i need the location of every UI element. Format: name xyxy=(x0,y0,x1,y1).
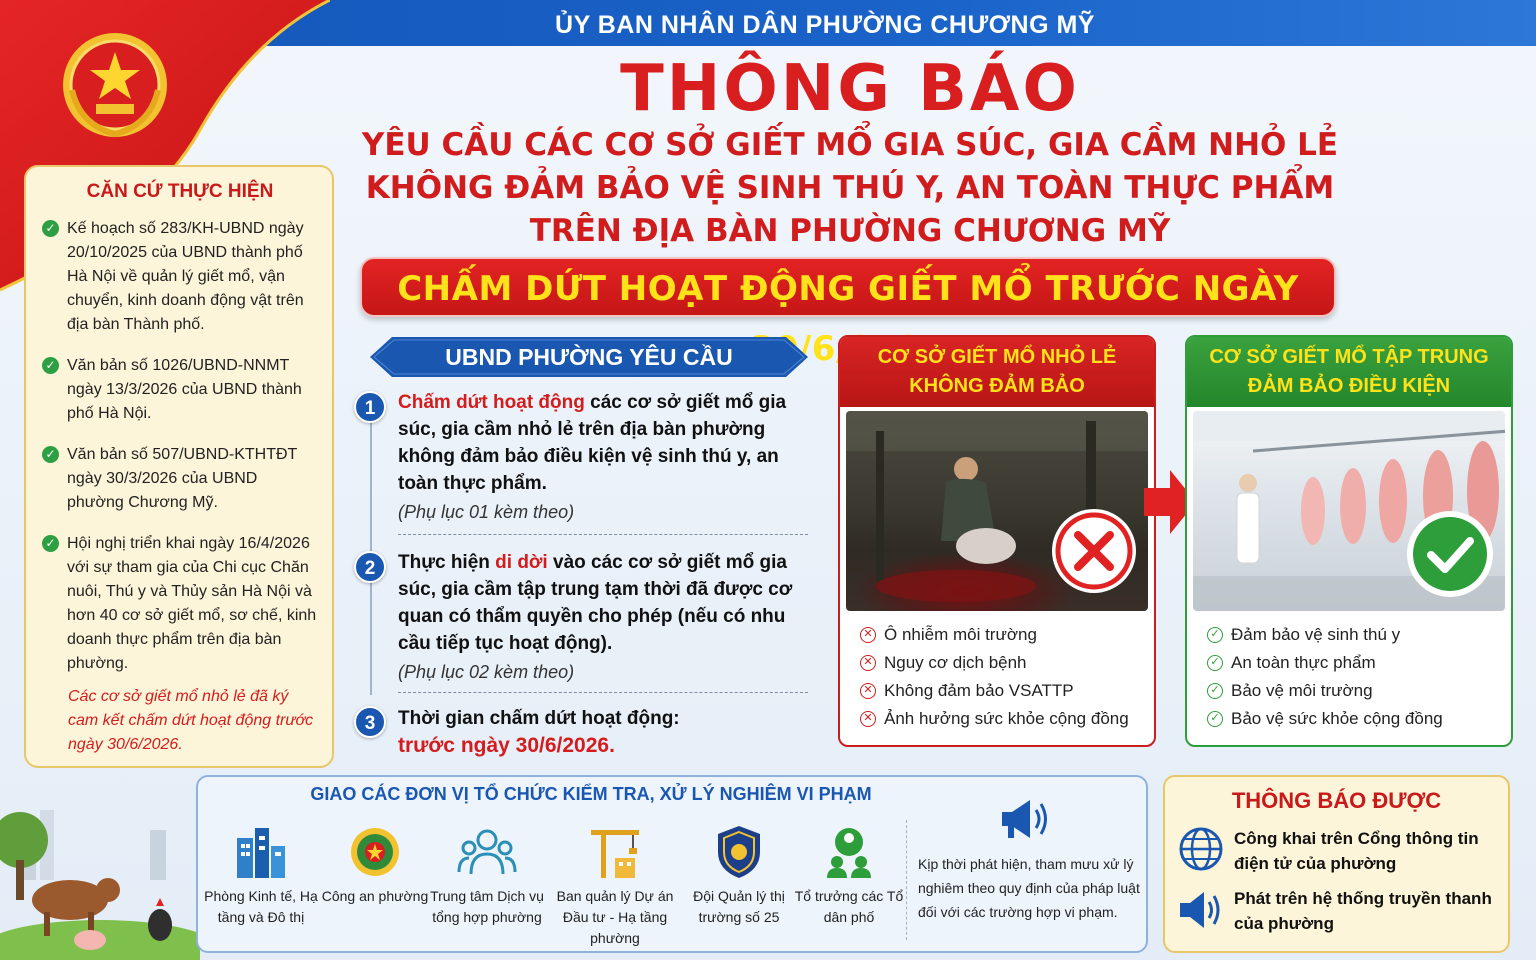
subtitle xyxy=(340,124,1360,253)
basis-item xyxy=(42,354,318,426)
globe-icon xyxy=(1178,826,1224,872)
step-3-highlight: trước ngày 30/6/2026. xyxy=(398,734,615,757)
x-circle-icon: ✕ xyxy=(860,627,876,643)
check-circle-icon: ✓ xyxy=(1207,627,1223,643)
step-1-text xyxy=(398,389,808,497)
step-2-text xyxy=(398,549,808,657)
market-shield-icon xyxy=(714,824,764,880)
subtitle-line-3: TRÊN ĐỊA BÀN PHƯỜNG CHƯƠNG MỸ xyxy=(529,213,1171,249)
basis-panel xyxy=(24,165,334,768)
publish-portal-text: Công khai trên Cổng thông tin điện tử của phường xyxy=(1234,829,1479,873)
check-icon: ✓ xyxy=(42,535,59,552)
unit-label: Ban quản lý Dự án Đầu tư - Hạ tầng phường xyxy=(556,888,674,946)
unit-residential-leaders xyxy=(790,824,908,928)
card-header xyxy=(840,337,1154,407)
cross-mark-icon xyxy=(1050,507,1138,595)
basis-note: Các cơ sở giết mổ nhỏ lẻ đã ký cam kết chấm dứt hoạt động trước ngày 30/6/2026. xyxy=(68,688,314,753)
step-2-highlight: di dời xyxy=(495,552,548,573)
basis-item-text: Văn bản số 507/UBND-KTHTĐT ngày 30/3/2026 của UBND phường Chương Mỹ. xyxy=(67,446,298,511)
deadline-banner: CHẤM DỨT HOẠT ĐỘNG GIẾT MỔ TRƯỚC NGÀY xyxy=(360,257,1336,317)
list-item-text: Đảm bảo vệ sinh thú y xyxy=(1231,625,1401,644)
list-item xyxy=(1207,653,1511,673)
list-item-text: Nguy cơ dịch bệnh xyxy=(884,653,1027,672)
requirements-title: UBND PHƯỜNG YÊU CẦU xyxy=(445,344,733,370)
check-icon: ✓ xyxy=(42,220,59,237)
step-1-note: (Phụ lục 01 kèm theo) xyxy=(398,502,575,522)
check-circle-icon: ✓ xyxy=(1207,711,1223,727)
step-number-2: 2 xyxy=(354,551,386,583)
basis-item-text: Kế hoạch số 283/KH-UBND ngày 20/10/2025 của UBND thành phố Hà Nội về quản lý giết mổ, vận chuyển, kinh doanh động vật trên địa bàn Thành phố. xyxy=(67,220,304,333)
small-slaughterhouse-card xyxy=(838,335,1156,747)
list-item-text: Ảnh hưởng sức khỏe cộng đồng xyxy=(884,709,1129,728)
step-3-text xyxy=(398,705,808,759)
unit-label: Đội Quản lý thị trường số 25 xyxy=(693,888,785,925)
police-emblem-icon xyxy=(347,824,403,880)
check-circle-icon: ✓ xyxy=(1207,655,1223,671)
step-number-3: 3 xyxy=(354,706,386,738)
agency-name: ỦY BAN NHÂN DÂN PHƯỜNG CHƯƠNG MỸ xyxy=(555,11,1095,39)
step-2-body: vào các cơ sở giết mổ gia súc, gia cầm tập trung tạm thời đã được cơ quan có thẩm quyền cho phép (nếu có nhu cầu tiếp tục hoạt động). xyxy=(398,552,793,654)
unit-economy-infrastructure xyxy=(202,824,320,928)
unit-label: Trung tâm Dịch vụ tổng hợp phường xyxy=(430,888,544,925)
buildings-icon xyxy=(231,824,291,880)
list-item xyxy=(860,709,1154,729)
basis-item xyxy=(42,443,318,515)
card-title-line: CƠ SỞ GIẾT MỔ TẬP TRUNG xyxy=(1209,346,1489,368)
risk-list xyxy=(840,611,1154,729)
card-title-line: ĐẢM BẢO ĐIỀU KIỆN xyxy=(1247,375,1451,397)
assign-title: GIAO CÁC ĐƠN VỊ TỔ CHỨC KIỂM TRA, XỬ LÝ NGHIÊM VI PHẠM xyxy=(310,784,872,804)
community-icon xyxy=(819,824,879,880)
farm-animals-illustration xyxy=(0,800,200,960)
publish-broadcast-text: Phát trên hệ thống truyền thanh của phường xyxy=(1234,889,1492,933)
benefit-list xyxy=(1187,611,1511,729)
x-circle-icon: ✕ xyxy=(860,655,876,671)
check-icon: ✓ xyxy=(42,446,59,463)
list-item xyxy=(860,681,1154,701)
step-1-body: các cơ sở giết mổ gia súc, gia cầm nhỏ lẻ trên địa bàn phường không đảm bảo điều kiện vệ sinh thú y, an toàn thực phẩm. xyxy=(398,392,787,494)
main-title: THÔNG BÁO xyxy=(620,52,1080,126)
unit-service-center xyxy=(428,824,546,928)
publish-title: THÔNG BÁO ĐƯỢC xyxy=(1231,788,1442,813)
unit-project-management xyxy=(556,824,674,949)
x-circle-icon: ✕ xyxy=(860,683,876,699)
unsanitary-slaughter-photo xyxy=(846,411,1148,611)
basis-title: CĂN CỨ THỰC HIỆN xyxy=(86,181,274,202)
megaphone-icon xyxy=(998,796,1050,842)
people-group-icon xyxy=(457,824,517,880)
check-icon: ✓ xyxy=(42,357,59,374)
list-item xyxy=(860,653,1154,673)
basis-item-text: Văn bản số 1026/UBND-NNMT ngày 13/3/2026 của UBND thành phố Hà Nội. xyxy=(67,357,302,422)
unit-police xyxy=(316,824,434,907)
divider xyxy=(398,534,808,535)
card-title-line: KHÔNG ĐẢM BẢO xyxy=(909,375,1085,397)
basis-item xyxy=(42,217,318,337)
step-3-body: Thời gian chấm dứt hoạt động: xyxy=(398,708,680,729)
assign-divider xyxy=(906,820,907,940)
subtitle-line-2: KHÔNG ĐẢM BẢO VỆ SINH THÚ Y, AN TOÀN THỰC PHẨM xyxy=(365,170,1335,206)
list-item xyxy=(1207,681,1511,701)
step-number-1: 1 xyxy=(354,391,386,423)
step-1-highlight: Chấm dứt hoạt động xyxy=(398,392,585,413)
list-item-text: Bảo vệ sức khỏe cộng đồng xyxy=(1231,709,1443,728)
list-item-text: An toàn thực phẩm xyxy=(1231,653,1376,672)
check-circle-icon: ✓ xyxy=(1207,683,1223,699)
basis-item xyxy=(42,532,318,676)
list-item xyxy=(860,625,1154,645)
list-item xyxy=(1207,709,1511,729)
list-item xyxy=(1207,625,1511,645)
central-slaughterhouse-card xyxy=(1185,335,1513,747)
basis-item-text: Hội nghị triển khai ngày 16/4/2026 với sự tham gia của Chi cục Chăn nuôi, Thú y và Thủy sản Hà Nội và hơn 40 cơ sở giết mổ, sơ chế, kinh doanh thực phẩm trên địa bàn phường. xyxy=(67,535,317,672)
subtitle-line-1: YÊU CẦU CÁC CƠ SỞ GIẾT MỔ GIA SÚC, GIA CẦM NHỎ LẺ xyxy=(361,127,1339,163)
step-2-note: (Phụ lục 02 kèm theo) xyxy=(398,662,575,682)
speaker-icon xyxy=(1178,890,1224,930)
assign-description: Kịp thời phát hiện, tham mưu xử lý nghiêm theo quy định của pháp luật đối với các trường hợp vi phạm. xyxy=(918,856,1140,920)
step-2-lead: Thực hiện xyxy=(398,552,496,573)
list-item-text: Ô nhiễm môi trường xyxy=(884,625,1037,644)
unit-label: Phòng Kinh tế, Hạ tầng và Đô thị xyxy=(204,888,318,925)
unit-market-management xyxy=(680,824,798,928)
card-header xyxy=(1187,337,1511,407)
card-title-line: CƠ SỞ GIẾT MỔ NHỎ LẺ xyxy=(877,346,1117,368)
steps-timeline-line xyxy=(370,405,372,695)
national-emblem-icon xyxy=(60,30,170,140)
check-mark-icon xyxy=(1405,509,1495,599)
x-circle-icon: ✕ xyxy=(860,711,876,727)
crane-icon xyxy=(585,824,645,880)
unit-label: Công an phường xyxy=(321,888,429,904)
hygienic-slaughter-photo xyxy=(1193,411,1505,611)
divider xyxy=(398,692,808,693)
list-item-text: Bảo vệ môi trường xyxy=(1231,681,1373,700)
list-item-text: Không đảm bảo VSATTP xyxy=(884,681,1074,700)
unit-label: Tổ trưởng các Tổ dân phố xyxy=(794,888,904,925)
